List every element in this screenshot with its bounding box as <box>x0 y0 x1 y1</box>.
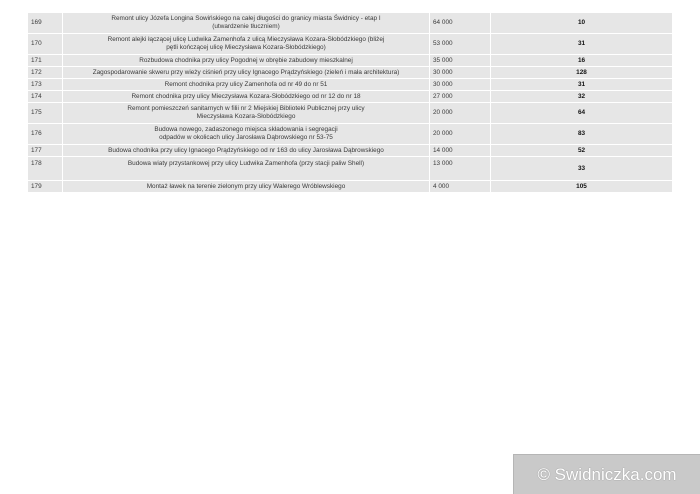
row-votes: 31 <box>491 34 673 55</box>
row-amount: 14 000 <box>430 145 491 157</box>
row-number: 179 <box>28 181 63 193</box>
table-row <box>28 145 673 157</box>
row-description <box>63 103 430 124</box>
site-watermark: © Swidniczka.com <box>513 454 700 494</box>
row-number: 178 <box>28 157 63 181</box>
table-row <box>28 13 673 34</box>
row-amount: 4 000 <box>430 181 491 193</box>
row-number: 174 <box>28 91 63 103</box>
row-votes: 32 <box>491 91 673 103</box>
table-row <box>28 34 673 55</box>
row-number: 170 <box>28 34 63 55</box>
row-number: 171 <box>28 55 63 67</box>
row-votes: 10 <box>491 13 673 34</box>
table-row <box>28 91 673 103</box>
row-description: Remont chodnika przy ulicy Mieczysława Kozara-Słobódzkiego od nr 12 do nr 18 <box>63 91 430 103</box>
row-description: Montaż ławek na terenie zielonym przy ulicy Walerego Wróblewskiego <box>63 181 430 193</box>
row-amount: 20 000 <box>430 103 491 124</box>
investment-table <box>27 12 673 193</box>
row-description-text: Remont alejki łączącej ulicę Ludwika Zamenhofa z ulicą Mieczysława Kozara-Słobódzkiego (bliżej pętli kończącej ulicę Mieczysława Kozara-Słobódzkiego) <box>107 36 385 51</box>
table-row <box>28 124 673 145</box>
row-votes: 31 <box>491 79 673 91</box>
row-votes: 52 <box>491 145 673 157</box>
row-amount: 27 000 <box>430 91 491 103</box>
row-description-text: Remont pomieszczeń sanitarnych w filii nr 2 Miejskiej Biblioteki Publicznej przy ulicy Mieczysława Kozara-Słobódzkiego <box>127 105 365 120</box>
row-votes: 64 <box>491 103 673 124</box>
row-description: Rozbudowa chodnika przy ulicy Pogodnej w obrębie zabudowy mieszkalnej <box>63 55 430 67</box>
row-description: Zagospodarowanie skweru przy wieży ciśnień przy ulicy Ignacego Prądzyńskiego (zieleń i mała architektura) <box>63 67 430 79</box>
row-votes: 16 <box>491 55 673 67</box>
table-row <box>28 103 673 124</box>
row-description: Budowa wiaty przystankowej przy ulicy Ludwika Zamenhofa (przy stacji paliw Shell) <box>63 157 430 181</box>
row-description <box>63 34 430 55</box>
row-number: 176 <box>28 124 63 145</box>
row-description: Budowa chodnika przy ulicy Ignacego Prądzyńskiego od nr 163 do ulicy Jarosława Dąbrowskiego <box>63 145 430 157</box>
row-description <box>63 124 430 145</box>
row-description: Remont chodnika przy ulicy Zamenhofa od nr 49 do nr 51 <box>63 79 430 91</box>
row-amount: 35 000 <box>430 55 491 67</box>
table-row <box>28 181 673 193</box>
row-amount: 64 000 <box>430 13 491 34</box>
row-number: 173 <box>28 79 63 91</box>
row-number: 175 <box>28 103 63 124</box>
row-votes: 83 <box>491 124 673 145</box>
table-row <box>28 157 673 181</box>
row-amount: 20 000 <box>430 124 491 145</box>
row-amount: 30 000 <box>430 79 491 91</box>
row-amount: 53 000 <box>430 34 491 55</box>
row-number: 169 <box>28 13 63 34</box>
table-row <box>28 55 673 67</box>
row-amount: 13 000 <box>430 157 491 181</box>
row-amount: 30 000 <box>430 67 491 79</box>
row-votes: 105 <box>491 181 673 193</box>
row-description <box>63 13 430 34</box>
table-row <box>28 79 673 91</box>
row-number: 177 <box>28 145 63 157</box>
row-votes: 128 <box>491 67 673 79</box>
row-number: 172 <box>28 67 63 79</box>
row-description-text: Budowa nowego, zadaszonego miejsca składowania i segregacji odpadów w okolicach ulicy Jarosława Dąbrowskiego nr 53-75 <box>154 126 338 141</box>
row-description-text: Remont ulicy Józefa Longina Sowińskiego na całej długości do granicy miasta Świdnicy - etap I (utwardzenie tłuczniem) <box>111 15 381 30</box>
table-row <box>28 67 673 79</box>
row-votes: 33 <box>491 157 673 181</box>
